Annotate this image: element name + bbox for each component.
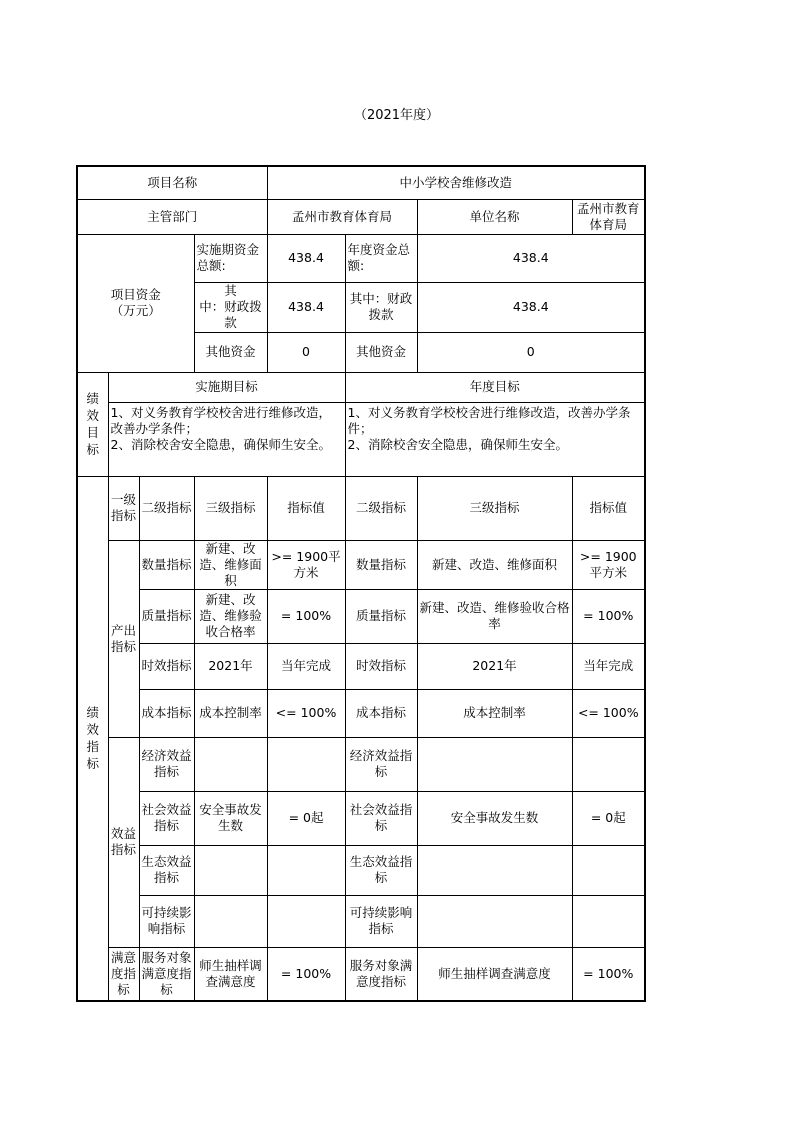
- year-goal-header: 年度目标: [345, 372, 645, 402]
- period-fiscal: 438.4: [267, 282, 345, 332]
- dept-label: 主管部门: [77, 199, 267, 234]
- row-level3: 师生抽样调查满意度: [194, 947, 267, 1001]
- row-value: [267, 737, 345, 791]
- year-fiscal: 438.4: [417, 282, 645, 332]
- row-year-level2: 质量指标: [345, 589, 417, 643]
- table-row: [77, 689, 645, 737]
- row-year-level3: 2021年: [417, 643, 572, 689]
- row-year-level3: [417, 845, 572, 895]
- header-value: 指标值: [267, 476, 345, 540]
- row-level3: [194, 845, 267, 895]
- row-year-level2: 经济效益指标: [345, 737, 417, 791]
- row-level2: 可持续影响指标: [139, 895, 194, 947]
- row-year-value: = 100%: [572, 947, 645, 1001]
- row-value: <= 100%: [267, 689, 345, 737]
- header-year-level3: 三级指标: [417, 476, 572, 540]
- row-level3: 2021年: [194, 643, 267, 689]
- row-level2: 社会效益指标: [139, 791, 194, 845]
- period-other: 0: [267, 332, 345, 372]
- table-row: [77, 643, 645, 689]
- period-total-label: 实施期资金总额:: [194, 234, 267, 282]
- row-year-level3: 安全事故发生数: [417, 791, 572, 845]
- row-year-value: = 0起: [572, 791, 645, 845]
- satisfaction-label: 满意度指标: [108, 947, 139, 1001]
- row-year-value: >= 1900平方米: [572, 540, 645, 589]
- year-other-label: 其他资金: [345, 332, 417, 372]
- row-value: = 100%: [267, 589, 345, 643]
- year-total: 438.4: [417, 234, 645, 282]
- row-level3: 新建、改造、维修验收合格率: [194, 589, 267, 643]
- table-row: [77, 895, 645, 947]
- row-year-value: 当年完成: [572, 643, 645, 689]
- period-goal-text: 1、对义务教育学校校舍进行维修改造，改善办学条件； 2、消除校舍安全隐患，确保师生安全。: [108, 402, 345, 476]
- project-name-label: 项目名称: [77, 166, 267, 199]
- row-year-value: [572, 845, 645, 895]
- row-year-level3: [417, 895, 572, 947]
- goals-side-label: 绩效目标: [77, 372, 108, 476]
- row-year-value: <= 100%: [572, 689, 645, 737]
- row-level3: 成本控制率: [194, 689, 267, 737]
- unit-label: 单位名称: [417, 199, 572, 234]
- table-row: [77, 540, 645, 589]
- header-level2: 二级指标: [139, 476, 194, 540]
- row-level2: 经济效益指标: [139, 737, 194, 791]
- row-year-level2: 成本指标: [345, 689, 417, 737]
- table-row: [77, 737, 645, 791]
- indicators-side-label: 绩效指标: [77, 476, 108, 1001]
- row-year-level2: 服务对象满意度指标: [345, 947, 417, 1001]
- row-value: [267, 895, 345, 947]
- row-year-level2: 社会效益指标: [345, 791, 417, 845]
- row-year-level3: 新建、改造、维修面积: [417, 540, 572, 589]
- header-year-level2: 二级指标: [345, 476, 417, 540]
- row-year-value: [572, 895, 645, 947]
- period-total: 438.4: [267, 234, 345, 282]
- row-value: [267, 845, 345, 895]
- unit-value: 孟州市教育体育局: [572, 199, 645, 234]
- row-level2: 成本指标: [139, 689, 194, 737]
- output-label: 产出指标: [108, 540, 139, 737]
- header-level3: 三级指标: [194, 476, 267, 540]
- row-year-level3: 成本控制率: [417, 689, 572, 737]
- performance-goal-table: [76, 165, 646, 1002]
- row-value: = 0起: [267, 791, 345, 845]
- table-row: [77, 845, 645, 895]
- row-value: 当年完成: [267, 643, 345, 689]
- row-level3: [194, 895, 267, 947]
- row-value: >= 1900平方米: [267, 540, 345, 589]
- table-row: [77, 947, 645, 1001]
- row-level3: 新建、改造、维修面积: [194, 540, 267, 589]
- dept-value: 孟州市教育体育局: [267, 199, 417, 234]
- row-level2: 时效指标: [139, 643, 194, 689]
- year-caption: （2021年度）: [353, 108, 440, 123]
- row-level3: 安全事故发生数: [194, 791, 267, 845]
- row-year-level3: 师生抽样调查满意度: [417, 947, 572, 1001]
- row-level2: 生态效益指标: [139, 845, 194, 895]
- table-row: [77, 791, 645, 845]
- year-total-label: 年度资金总额:: [345, 234, 417, 282]
- row-level2: 质量指标: [139, 589, 194, 643]
- row-level3: [194, 737, 267, 791]
- row-year-level2: 数量指标: [345, 540, 417, 589]
- row-year-level2: 时效指标: [345, 643, 417, 689]
- benefit-label: 效益指标: [108, 737, 139, 947]
- funds-label: 项目资金 （万元）: [77, 234, 194, 372]
- header-year-value: 指标值: [572, 476, 645, 540]
- row-year-level2: 生态效益指标: [345, 845, 417, 895]
- project-name: 中小学校舍维修改造: [267, 166, 645, 199]
- year-other: 0: [417, 332, 645, 372]
- period-fiscal-label: 其 中：财政拨款: [194, 282, 267, 332]
- row-year-level3: 新建、改造、维修验收合格率: [417, 589, 572, 643]
- year-goal-text: 1、对义务教育学校校舍进行维修改造，改善办学条件； 2、消除校舍安全隐患，确保师生安全。: [345, 402, 645, 476]
- year-fiscal-label: 其中：财政拨款: [345, 282, 417, 332]
- row-year-value: [572, 737, 645, 791]
- row-year-level2: 可持续影响指标: [345, 895, 417, 947]
- header-level1: 一级指标: [108, 476, 139, 540]
- period-other-label: 其他资金: [194, 332, 267, 372]
- row-year-level3: [417, 737, 572, 791]
- row-level2: 数量指标: [139, 540, 194, 589]
- table-row: [77, 589, 645, 643]
- row-value: = 100%: [267, 947, 345, 1001]
- row-year-value: = 100%: [572, 589, 645, 643]
- row-level2: 服务对象满意度指标: [139, 947, 194, 1001]
- period-goal-header: 实施期目标: [108, 372, 345, 402]
